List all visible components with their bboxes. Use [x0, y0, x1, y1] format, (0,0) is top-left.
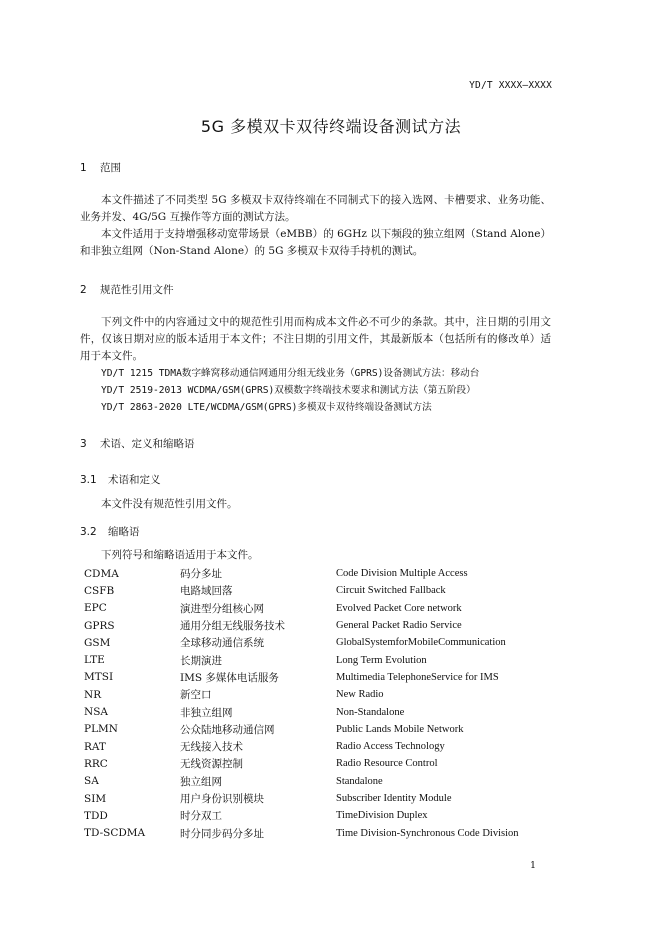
section-3-1-heading [80, 472, 161, 487]
abbreviation-english: Evolved Packet Core network [336, 602, 462, 614]
section-number: 3.2 [80, 526, 97, 538]
section-number: 3.1 [80, 474, 97, 486]
section-number: 2 [80, 284, 87, 296]
abbreviation-english: GlobalSystemforMobileCommunication [336, 637, 506, 649]
section-3-heading [80, 436, 195, 451]
table-row [84, 565, 556, 582]
section-2-heading [80, 282, 174, 297]
abbreviation-term: TD-SCDMA [84, 827, 146, 840]
abbreviation-chinese: IMS 多媒体电话服务 [180, 671, 279, 684]
abbreviation-english: New Radio [336, 689, 384, 701]
abbreviation-chinese: 用户身份识别模块 [180, 793, 264, 805]
table-row [84, 669, 556, 686]
table-row [84, 824, 556, 841]
section-1-heading [80, 160, 121, 175]
section-title: 范围 [100, 162, 121, 174]
terms-paragraph: 本文件没有规范性引用文件。 [101, 498, 238, 510]
table-row [84, 790, 556, 807]
abbreviation-chinese: 时分同步码分多址 [180, 827, 264, 840]
abbreviation-term: SIM [84, 792, 107, 805]
scope-paragraph-2: 本文件适用于支持增强移动宽带场景（eMBB）的 6GHz 以下频段的独立组网（Stand Alone）和非独立组网（Non-Stand Alone）的 5G 多模双卡双待手持机的测试。 [80, 228, 551, 257]
abbreviation-term: LTE [84, 654, 105, 667]
abbreviation-english: Radio Resource Control [336, 758, 438, 770]
abbreviation-term: GPRS [84, 619, 115, 632]
abbreviation-english: Standalone [336, 775, 383, 787]
section-title: 规范性引用文件 [100, 284, 174, 296]
abbreviation-english: Multimedia TelephoneService for IMS [336, 671, 499, 683]
abbreviation-english: Circuit Switched Fallback [336, 585, 446, 597]
document-title: 5G 多模双卡双待终端设备测试方法 [200, 117, 462, 136]
abbreviation-chinese: 时分双工 [180, 810, 222, 823]
abbreviation-term: CDMA [84, 567, 119, 580]
table-row [84, 686, 556, 703]
table-row [84, 634, 556, 651]
abbreviation-chinese: 无线接入技术 [180, 741, 243, 754]
abbreviation-term: MTSI [84, 671, 114, 684]
abbreviation-term: RRC [84, 757, 108, 770]
abbreviation-english: TimeDivision Duplex [336, 810, 428, 822]
abbreviation-term: RAT [84, 740, 106, 753]
abbreviation-chinese: 独立组网 [180, 775, 222, 788]
table-row [84, 773, 556, 790]
abbreviation-chinese: 码分多址 [180, 568, 222, 581]
table-row [84, 582, 556, 599]
abbreviation-term: TDD [84, 809, 108, 822]
table-row [84, 755, 556, 772]
abbreviation-chinese: 新空口 [180, 689, 212, 702]
section-title: 缩略语 [108, 526, 140, 538]
abbreviation-english: Non-Standalone [336, 706, 405, 718]
abbreviation-term: EPC [84, 602, 107, 615]
abbreviation-chinese: 公众陆地移动通信网 [180, 723, 275, 736]
abbreviations-intro: 下列符号和缩略语适用于本文件。 [101, 549, 259, 561]
table-row [84, 807, 556, 824]
reference-item: YD/T 2519-2013 WCDMA/GSM(GPRS)双模数字终端技术要求和测试方法（第五阶段） [101, 385, 476, 396]
section-number: 3 [80, 438, 87, 450]
abbreviation-english: Radio Access Technology [336, 741, 445, 753]
abbreviation-term: CSFB [84, 584, 115, 597]
standard-code: YD/T XXXX—XXXX [469, 80, 552, 91]
page-number: 1 [529, 860, 536, 871]
table-row [84, 617, 556, 634]
abbreviation-chinese: 演进型分组核心网 [180, 602, 264, 615]
table-row [84, 651, 556, 668]
abbreviation-chinese: 电路域回落 [180, 585, 233, 598]
table-row [84, 738, 556, 755]
abbreviation-term: NR [84, 688, 102, 701]
abbreviation-chinese: 全球移动通信系统 [180, 637, 264, 650]
reference-item: YD/T 1215 TDMA数字蜂窝移动通信网通用分组无线业务（GPRS)设备测试方法：移动台 [101, 368, 480, 379]
abbreviation-english: Public Lands Mobile Network [336, 723, 464, 735]
section-3-2-heading [80, 524, 140, 539]
abbreviation-chinese: 非独立组网 [180, 706, 233, 719]
abbreviation-chinese: 长期演进 [180, 654, 222, 667]
abbreviation-english: General Packet Radio Service [336, 620, 462, 632]
section-title: 术语、定义和缩略语 [100, 438, 195, 450]
abbreviation-english: Code Division Multiple Access [336, 568, 468, 580]
table-row [84, 721, 556, 738]
abbreviations-table [84, 565, 556, 842]
references-paragraph: 下列文件中的内容通过文中的规范性引用而构成本文件必不可少的条款。其中，注日期的引用文件，仅该日期对应的版本适用于本文件；不注日期的引用文件，其最新版本（包括所有的修改单）适用于本文件。 [80, 316, 551, 362]
section-title: 术语和定义 [108, 474, 161, 486]
abbreviation-term: PLMN [84, 723, 118, 736]
table-row [84, 703, 556, 720]
abbreviation-chinese: 无线资源控制 [180, 758, 243, 771]
abbreviation-english: Long Term Evolution [336, 654, 427, 666]
scope-paragraph-1: 本文件描述了不同类型 5G 多模双卡双待终端在不同制式下的接入选网、卡槽要求、业务功能、业务并发、4G/5G 互操作等方面的测试方法。 [80, 194, 551, 223]
section-number: 1 [80, 162, 87, 174]
reference-item: YD/T 2863-2020 LTE/WCDMA/GSM(GPRS)多模双卡双待终端设备测试方法 [101, 402, 432, 413]
abbreviation-english: Time Division-Synchronous Code Division [336, 827, 519, 839]
abbreviation-term: NSA [84, 706, 108, 719]
table-row [84, 600, 556, 617]
abbreviation-chinese: 通用分组无线服务技术 [180, 620, 285, 633]
abbreviation-term: GSM [84, 636, 111, 649]
abbreviation-english: Subscriber Identity Module [336, 793, 452, 804]
abbreviation-term: SA [84, 775, 99, 788]
